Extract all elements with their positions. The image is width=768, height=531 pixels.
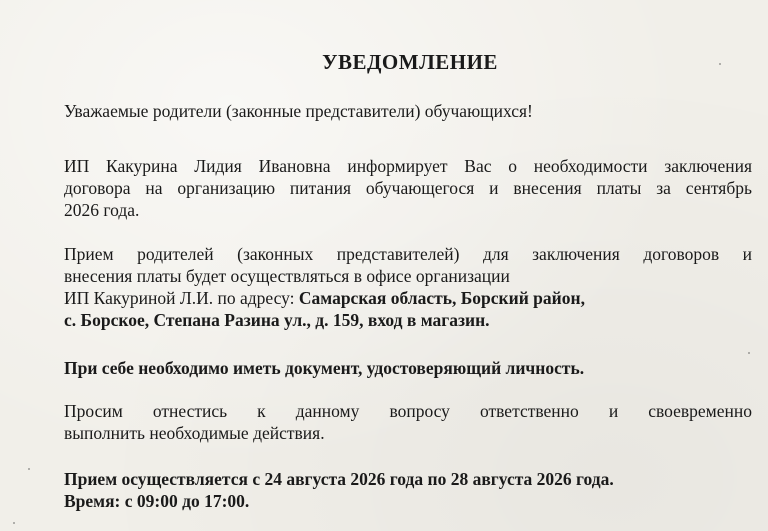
request-line-2: выполнить необходимые действия. <box>64 423 325 443</box>
info-paragraph <box>64 155 752 221</box>
paper-speck <box>748 352 750 354</box>
reception-address-region: Самарская область, Борский район, <box>298 288 585 308</box>
paper-speck <box>13 522 15 524</box>
reception-line-3 <box>64 287 752 309</box>
reception-line-2: внесения платы будет осуществляться в офисе организации <box>64 266 510 286</box>
reception-address-street: с. Борское, Степана Разина ул., д. 159, вход в магазин. <box>64 310 490 330</box>
info-line-1: ИП Какурина Лидия Ивановна информирует Вас о необходимости заключения <box>64 156 752 176</box>
paper-speck <box>719 63 721 65</box>
paper-speck <box>28 468 30 470</box>
info-line-2: договора на организацию питания обучающегося и внесения платы за сентябрь <box>64 178 752 198</box>
notice-title: УВЕДОМЛЕНИЕ <box>322 50 498 74</box>
document-required-paragraph <box>64 357 752 379</box>
greeting-paragraph <box>64 100 752 122</box>
reception-address-prefix: ИП Какуриной Л.И. по адресу: <box>64 288 299 308</box>
schedule-paragraph <box>64 468 752 512</box>
info-line-3: 2026 года. <box>64 200 140 220</box>
schedule-time: Время: с 09:00 до 17:00. <box>64 491 250 511</box>
greeting-text: Уважаемые родители (законные представители) обучающихся! <box>64 101 533 121</box>
schedule-dates: Прием осуществляется с 24 августа 2026 года по 28 августа 2026 года. <box>64 469 614 489</box>
reception-line-1: Прием родителей (законных представителей) для заключения договоров и <box>64 244 752 264</box>
request-line-1: Просим отнестись к данному вопросу ответственно и своевременно <box>64 401 752 421</box>
document-required-text: При себе необходимо иметь документ, удостоверяющий личность. <box>64 358 585 378</box>
request-paragraph <box>64 400 752 444</box>
reception-paragraph <box>64 243 752 331</box>
